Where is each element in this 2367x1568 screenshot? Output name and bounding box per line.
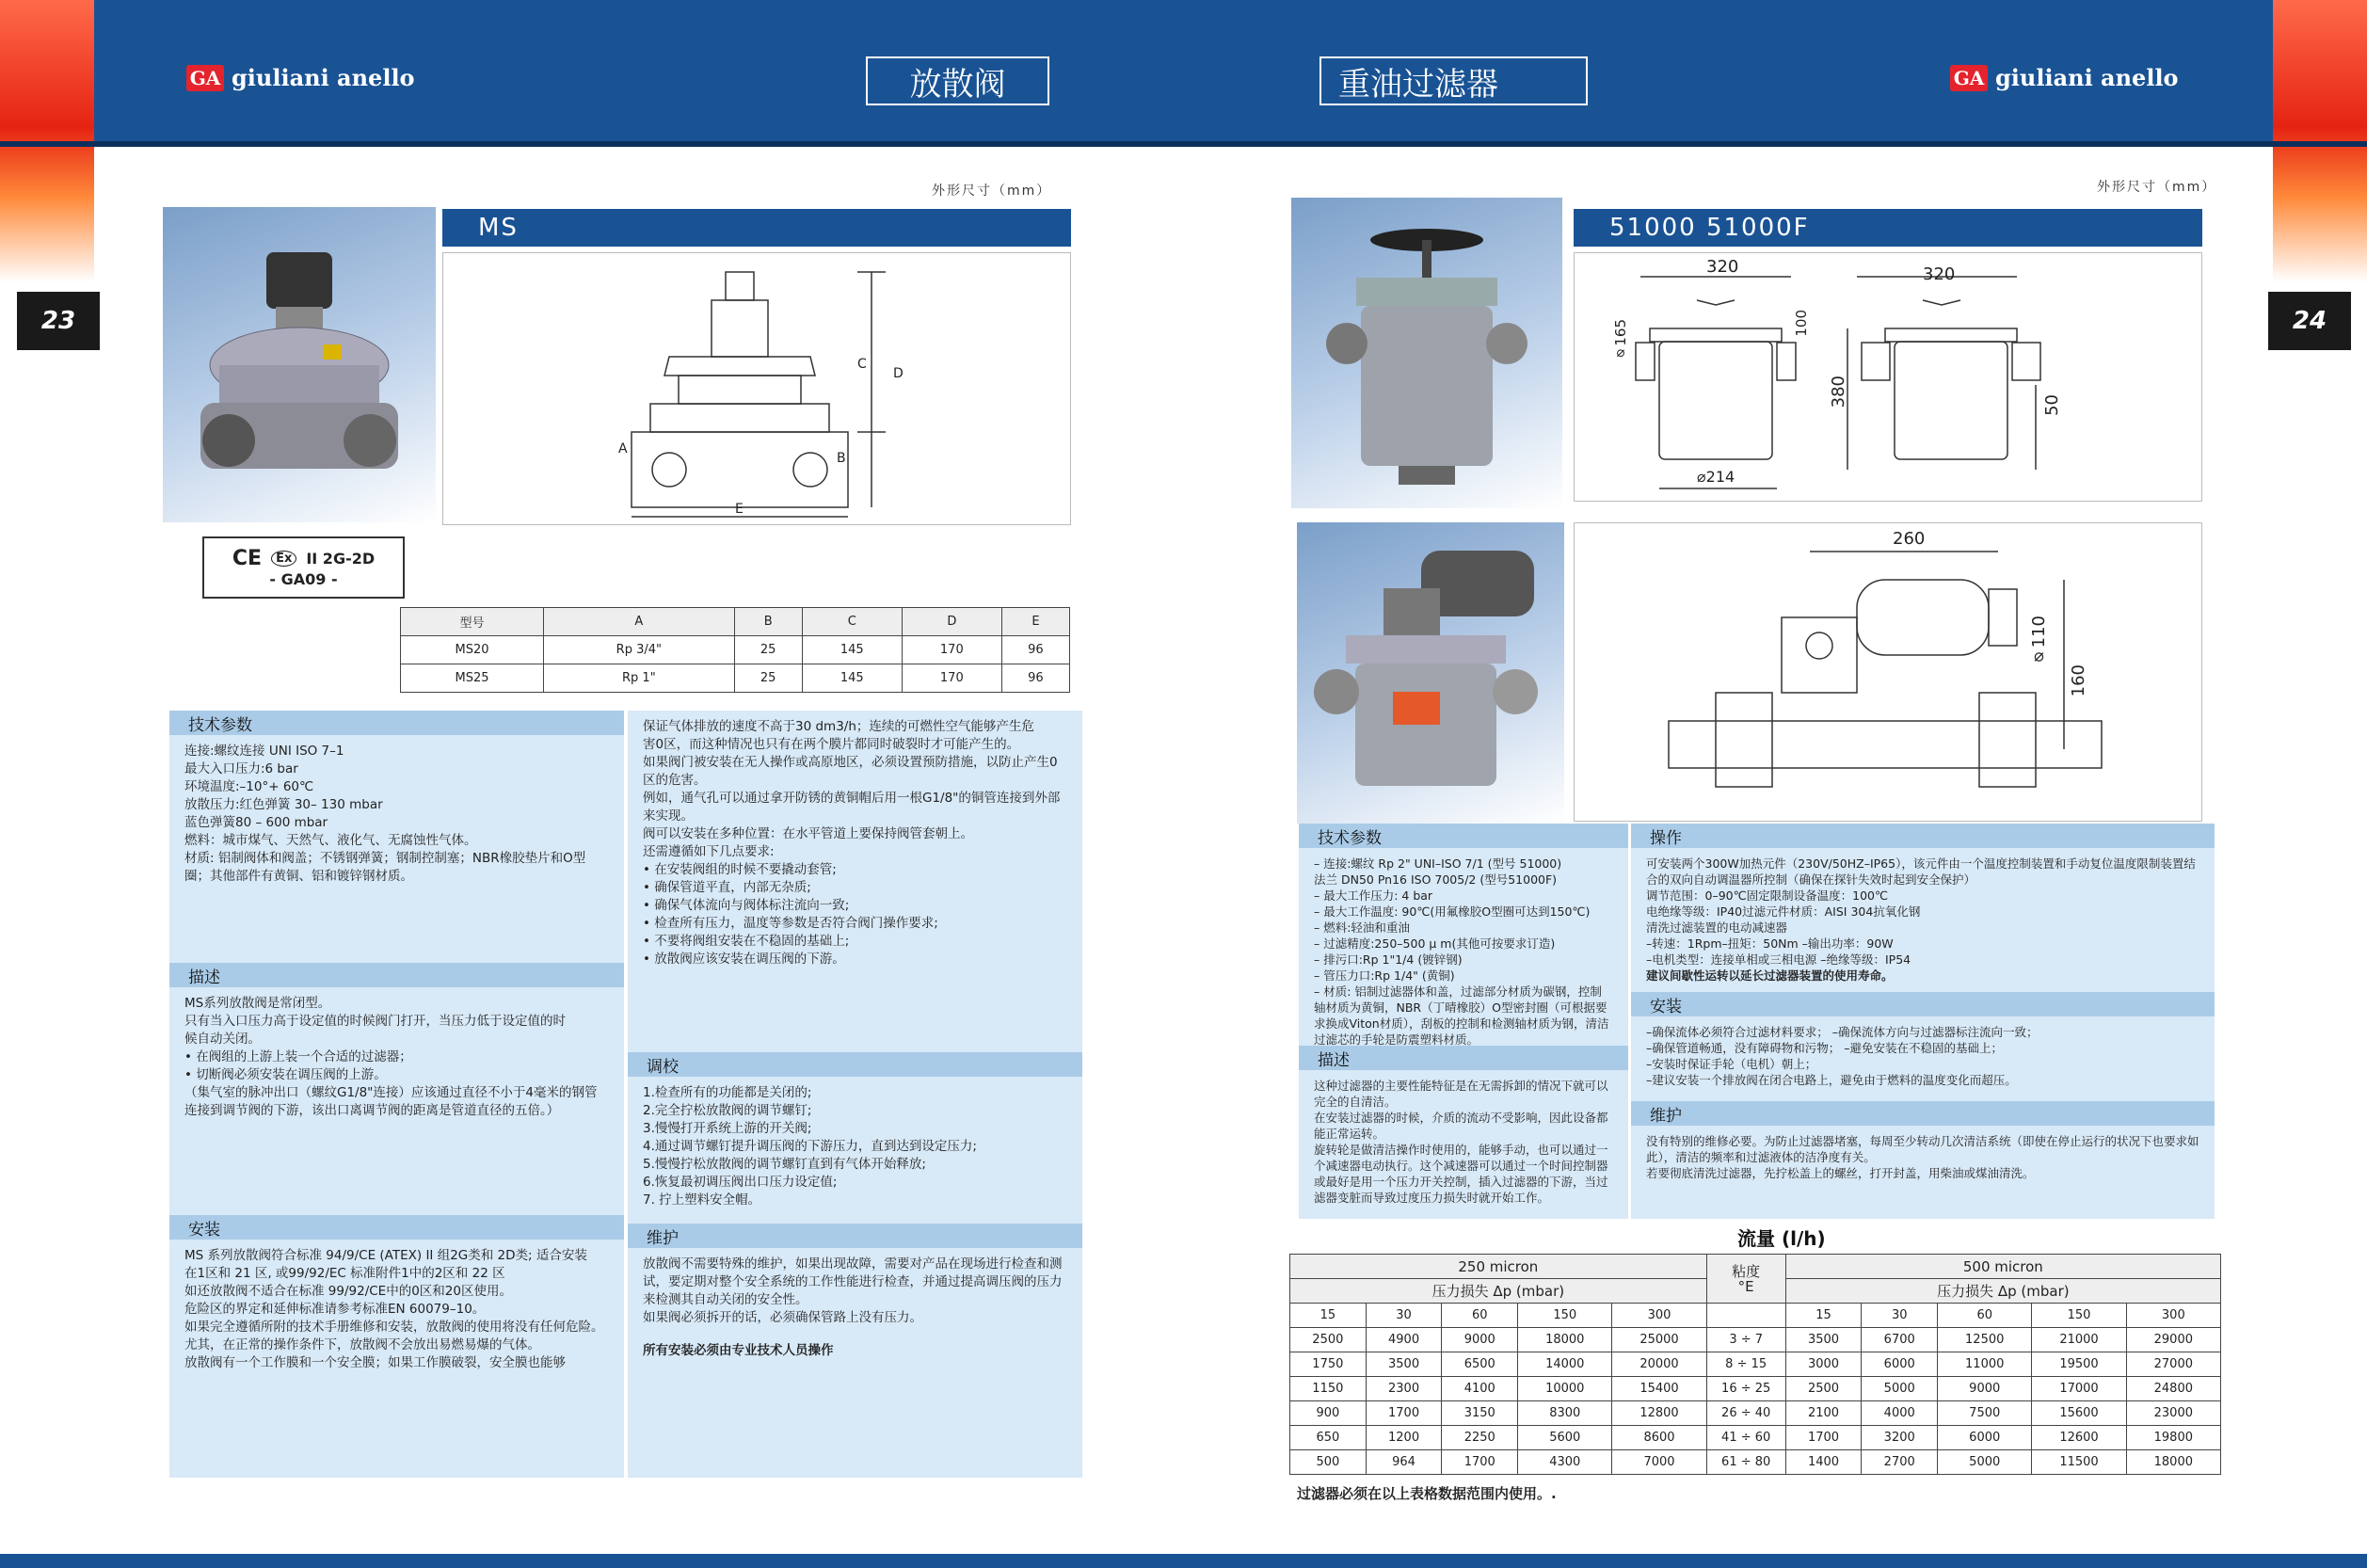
flow-dp-row	[1290, 1304, 2221, 1328]
flow-cell: 10000	[1518, 1377, 1612, 1401]
flow-dp-cell: 60	[1442, 1304, 1518, 1328]
flow-dp-cell: 150	[1518, 1304, 1612, 1328]
section-heading-desc: 描述	[169, 963, 624, 987]
table-cell: 25	[734, 664, 802, 693]
flow-cell: 25000	[1612, 1328, 1706, 1352]
table-cell: MS20	[401, 636, 544, 664]
flow-visc-cell: 8 ÷ 15	[1706, 1352, 1785, 1377]
flow-cell: 2250	[1442, 1426, 1518, 1450]
table-cell: 96	[1001, 636, 1069, 664]
table-row	[1290, 1328, 2221, 1352]
flow-visc-spacer	[1706, 1304, 1785, 1328]
section-heading-install-r: 安装	[1631, 992, 2215, 1016]
flow-cell: 1150	[1290, 1377, 1367, 1401]
flow-group-250: 250 micron	[1290, 1255, 1707, 1279]
logo-left	[186, 64, 415, 91]
right-col2-sections	[1631, 824, 2215, 1219]
flow-cell: 9000	[1442, 1328, 1518, 1352]
top-banner-line	[0, 141, 2367, 147]
cert-category: II 2G-2D	[306, 550, 376, 568]
product-photo-ms	[163, 207, 436, 522]
flow-cell: 29000	[2126, 1328, 2220, 1352]
flow-dp-cell: 60	[1938, 1304, 2032, 1328]
section-heading-tech: 技术参数	[169, 711, 624, 735]
flow-dp-cell: 300	[1612, 1304, 1706, 1328]
flow-cell: 1700	[1785, 1426, 1862, 1450]
dim-110: ⌀110	[2029, 616, 2049, 668]
dim-380: 380	[1829, 376, 1848, 408]
flow-table-note: 过滤器必须在以上表格数据范围内使用。.	[1297, 1485, 1557, 1502]
dim-50: 50	[2042, 394, 2062, 416]
flow-visc-cell: 3 ÷ 7	[1706, 1328, 1785, 1352]
table-header-row	[401, 608, 1070, 636]
flow-dp-cell: 15	[1785, 1304, 1862, 1328]
logo-mark-icon: GA	[1950, 65, 1988, 91]
drawing-51000-icon	[1575, 253, 2201, 501]
flow-cell: 12600	[2032, 1426, 2126, 1450]
dim-320-a: 320	[1706, 257, 1739, 277]
section-text-maint-r: 没有特别的维修必要。为防止过滤器堵塞，每周至少转动几次清洁系统（即使在停止运行的状况下也要求如此），清洁的频率和过滤液体的洁净度有关。 若要彻底清洗过滤器，先拧松盖上的螺丝，打开封盖，用柴油或煤油清洗。	[1646, 1134, 2199, 1180]
model-bar-51000: 51000 51000F	[1574, 209, 2202, 247]
flow-cell: 12800	[1612, 1401, 1706, 1426]
dim-e-label: E	[735, 502, 744, 517]
dimension-table-ms	[400, 607, 1070, 693]
middle-column-sections	[628, 711, 1082, 1478]
table-header-cell: A	[544, 608, 735, 636]
flow-dp-cell: 30	[1862, 1304, 1938, 1328]
flow-cell: 1400	[1785, 1450, 1862, 1475]
section-text-oper: 可安装两个300W加热元件（230V/50HZ–IP65），该元件由一个温度控制装置和手动复位温度限制装置结合的双向自动调温器所控制（确保在探针失效时起到安全保护） 调节范围：0–90℃固定限制设备温度：100℃ 电绝缘等级：IP40过滤元件材质：AISI 304抗氧化钢 清洗过滤装置的电动减速器 –转速：1Rpm–扭矩：50Nm –输出功率：90W –电机类型：连接单相或三相电源 –绝缘等级：IP54	[1646, 856, 2196, 967]
flow-cell: 17000	[2032, 1377, 2126, 1401]
section-note-oper: 建议间歇性运转以延长过滤器装置的使用寿命。	[1646, 968, 1894, 983]
flow-cell: 7000	[1612, 1450, 1706, 1475]
table-cell: 96	[1001, 664, 1069, 693]
flow-cell: 6500	[1442, 1352, 1518, 1377]
dim-165: ⌀165	[1612, 319, 1629, 363]
flow-cell: 23000	[2126, 1401, 2220, 1426]
flow-cell: 4300	[1518, 1450, 1612, 1475]
flow-dp-cell: 150	[2032, 1304, 2126, 1328]
logo-right	[1950, 64, 2179, 91]
dim-214: ⌀214	[1697, 468, 1735, 486]
flow-cell: 11500	[2032, 1450, 2126, 1475]
table-header-cell: D	[902, 608, 1001, 636]
flow-cell: 6000	[1862, 1352, 1938, 1377]
logo-text: giuliani anello	[1995, 64, 2179, 91]
section-text-install-r: –确保流体必须符合过滤材料要求； –确保流体方向与过滤器标注流向一致； –确保管道畅通，没有障碍物和污物； –避免安装在不稳固的基础上； –安装时保证手轮（电机）朝上； –建议安装一个排放阀在闭合电路上，避免由于燃料的温度变化而超压。	[1646, 1025, 2039, 1087]
flow-cell: 27000	[2126, 1352, 2220, 1377]
valve-photo-icon	[191, 224, 408, 506]
flow-cell: 4000	[1862, 1401, 1938, 1426]
flow-cell: 6700	[1862, 1328, 1938, 1352]
flow-cell: 4900	[1366, 1328, 1442, 1352]
logo-text: giuliani anello	[232, 64, 415, 91]
table-header-cell: C	[802, 608, 902, 636]
flow-cell: 4100	[1442, 1377, 1518, 1401]
section-heading-desc-r: 描述	[1299, 1046, 1628, 1070]
flow-cell: 900	[1290, 1401, 1367, 1426]
technical-drawing-motorized	[1574, 522, 2202, 822]
section-text-desc: MS系列放散阀是常闭型。 只有当入口压力高于设定值的时候阀门打开，当压力低于设定值的时 候自动关闭。 • 在阀组的上游上装一个合适的过滤器； • 切断阀必须安装在调压阀的上游。 （集气室的脉冲出口（螺纹G1/8"连接）应该通过直径不小于4毫米的钢管连接到调节阀的下游，该出口离调节阀的距离是管道直径的五倍。）	[184, 996, 598, 1118]
dim-160: 160	[2069, 664, 2088, 697]
section-text-tech: 连接:螺纹连接 UNI ISO 7–1 最大入口压力:6 bar 环境温度:–10°+ 60℃ 放散压力:红色弹簧 30– 130 mbar 蓝色弹簧80 – 600 mbar 燃料：城市煤气、天然气、液化气、无腐蚀性气体。 材质: 铝制阀体和阀盖；不锈钢弹簧；钢制控制塞；NBR橡胶垫片和O型圈；其他部件有黄铜、铝和镀锌钢材质。	[184, 744, 586, 884]
table-header-cell: B	[734, 608, 802, 636]
table-row	[401, 636, 1070, 664]
product-photo-51000	[1291, 198, 1562, 508]
flow-table	[1289, 1254, 2221, 1475]
flow-cell: 15400	[1612, 1377, 1706, 1401]
flow-cell: 19500	[2032, 1352, 2126, 1377]
flow-cell: 3000	[1785, 1352, 1862, 1377]
left-column-sections	[169, 711, 624, 1478]
drawing-ms-icon	[443, 253, 1070, 524]
section-heading-tech-r: 技术参数	[1299, 824, 1628, 848]
flow-cell: 9000	[1938, 1377, 2032, 1401]
dim-260: 260	[1893, 529, 1926, 549]
flow-cell: 3150	[1442, 1401, 1518, 1426]
flow-cell: 1700	[1442, 1450, 1518, 1475]
table-row	[401, 664, 1070, 693]
flow-dp-cell: 30	[1366, 1304, 1442, 1328]
motorized-filter-icon	[1308, 532, 1553, 814]
page-title-right: 重油过滤器	[1319, 56, 1588, 105]
dim-100: 100	[1793, 310, 1810, 337]
flow-group-500: 500 micron	[1785, 1255, 2220, 1279]
section-text-tech-r: – 连接:螺纹 Rp 2" UNI–ISO 7/1 (型号 51000) 法兰 DN50 Pn16 ISO 7005/2 (型号51000F) – 最大工作压力: 4 bar – 最大工作温度: 90℃(用氟橡胶O型圈可达到150℃) – 燃料:轻油和重油 – 过滤精度:250–500 μ m(其他可按要求订造) – 排污口:Rp 1"1/4 (镀锌钢) – 管压力口:Rp 1/4" (黄铜) – 材质: 铝制过滤器体和盖，过滤部分材质为碳钢，控制轴材质为黄铜，NBR（丁晴橡胶）O型密封圈（可根据要求换成Viton材质），刮板的控制和检测轴材质为钢，清洁过滤芯的手轮是防震塑料材质。	[1314, 856, 1609, 1047]
section-note-maint: 所有安装必须由专业技术人员操作	[643, 1343, 834, 1358]
section-text-desc-r: 这种过滤器的主要性能特征是在无需拆卸的情况下就可以完全的自清洁。 在安装过滤器的时候，介质的流动不受影响，因此设备都能正常运转。 旋转轮是做清洁操作时使用的，能够手动，也可以通过一个减速器电动执行。这个减速器可以通过一个时间控制器或最好是用一个压力开关控制，插入过滤器的下游，当过滤器变脏而导致过度压力损失时就开始工作。	[1314, 1079, 1608, 1205]
flow-pressure-label-right: 压力损失 Δp (mbar)	[1785, 1279, 2220, 1304]
dimension-note: 外形尺寸（mm）	[932, 184, 1052, 199]
flow-cell: 2300	[1366, 1377, 1442, 1401]
certification-box	[202, 536, 405, 599]
flow-cell: 7500	[1938, 1401, 2032, 1426]
section-text-maint: 放散阀不需要特殊的维护，如果出现故障，需要对产品在现场进行检查和测试，要定期对整个安全系统的工作性能进行检查，并通过提高调压阀的压力来检测其自动关闭的安全性。 如果阀必须拆开的话，必须确保管路上没有压力。	[643, 1256, 1063, 1325]
flow-cell: 21000	[2032, 1328, 2126, 1352]
table-row	[1290, 1426, 2221, 1450]
table-cell: 145	[802, 664, 902, 693]
dim-320-b: 320	[1923, 264, 1956, 284]
flow-cell: 500	[1290, 1450, 1367, 1475]
cert-code: - GA09 -	[269, 570, 338, 588]
flow-cell: 3200	[1862, 1426, 1938, 1450]
dimension-note-right: 外形尺寸（mm）	[2097, 180, 2217, 195]
section-text-install: MS 系列放散阀符合标准 94/9/CE (ATEX) II 组2G类和 2D类; 适合安装 在1区和 21 区, 或99/92/EC 标准附件1中的2区和 22 区 如还放散阀不适合在标准 99/92/CE中的0区和20区使用。 危险区的界定和延伸标准请参考标准EN 60079–10。 如果完全遵循所附的技术手册维修和安装，放散阀的使用将没有任何危险。 尤其，在正常的操作条件下，放散阀不会放出易燃易爆的气体。 放散阀有一个工作膜和一个安全膜；如果工作膜破裂，安全膜也能够	[184, 1248, 604, 1370]
technical-drawing-51000	[1574, 252, 2202, 502]
flow-cell: 18000	[2126, 1450, 2220, 1475]
flow-cell: 20000	[1612, 1352, 1706, 1377]
logo-mark-icon: GA	[186, 65, 224, 91]
flow-table-title: 流量 (l/h)	[1737, 1227, 1826, 1250]
flow-visc-cell: 26 ÷ 40	[1706, 1401, 1785, 1426]
section-text-mid: 保证气体排放的速度不高于30 dm3/h；连续的可燃性空气能够产生危 害0区，而这种情况也只有在两个膜片都同时破裂时才可能产生的。 如果阀门被安装在无人操作或高原地区，必须设置预防措施，以防止产生0区的危害。 例如，通气孔可以通过拿开防锈的黄铜帽后用一根G1/8"的铜管连接到外部来实现。 阀可以安装在多种位置：在水平管道上要保持阀管套朝上。 还需遵循如下几点要求: • 在安装阀组的时候不要撬动套管; • 确保管道平直，内部无杂质; • 确保气体流向与阀体标注流向一致; • 检查所有压力，温度等参数是否符合阀门操作要求; • 不要将阀组安装在不稳固的基础上; • 放散阀应该安装在调压阀的下游。	[643, 719, 1061, 967]
flow-cell: 2100	[1785, 1401, 1862, 1426]
table-cell: 170	[902, 636, 1001, 664]
flow-cell: 8600	[1612, 1426, 1706, 1450]
section-heading-maint-r: 维护	[1631, 1101, 2215, 1126]
filter-photo-icon	[1319, 212, 1535, 494]
section-heading-oper: 操作	[1631, 824, 2215, 848]
flow-dp-cell: 300	[2126, 1304, 2220, 1328]
table-row	[1290, 1450, 2221, 1475]
flow-cell: 2700	[1862, 1450, 1938, 1475]
flow-visc-cell: 61 ÷ 80	[1706, 1450, 1785, 1475]
flow-pressure-label-left: 压力损失 Δp (mbar)	[1290, 1279, 1707, 1304]
flow-cell: 1700	[1366, 1401, 1442, 1426]
flow-cell: 19800	[2126, 1426, 2220, 1450]
table-row	[1290, 1401, 2221, 1426]
flow-cell: 11000	[1938, 1352, 2032, 1377]
flow-cell: 5000	[1862, 1377, 1938, 1401]
technical-drawing-ms	[442, 252, 1071, 525]
page-number-right: 24	[2268, 292, 2351, 350]
flow-visc-cell: 16 ÷ 25	[1706, 1377, 1785, 1401]
table-row	[1290, 1352, 2221, 1377]
flow-visc-cell: 41 ÷ 60	[1706, 1426, 1785, 1450]
table-cell: Rp 1"	[544, 664, 735, 693]
table-cell: Rp 3/4"	[544, 636, 735, 664]
section-heading-adjust: 调校	[628, 1052, 1082, 1077]
flow-cell: 15600	[2032, 1401, 2126, 1426]
section-heading-maint: 维护	[628, 1224, 1082, 1248]
flow-dp-cell: 15	[1290, 1304, 1367, 1328]
table-header-cell: E	[1001, 608, 1069, 636]
table-header-cell: 型号	[401, 608, 544, 636]
dim-b-label: B	[837, 451, 846, 466]
table-cell: 145	[802, 636, 902, 664]
flow-cell: 5600	[1518, 1426, 1612, 1450]
flow-cell: 12500	[1938, 1328, 2032, 1352]
table-cell: 170	[902, 664, 1001, 693]
flow-cell: 1750	[1290, 1352, 1367, 1377]
drawing-motorized-icon	[1575, 523, 2201, 821]
page-title-left: 放散阀	[866, 56, 1049, 105]
ce-mark-icon: CE	[232, 547, 263, 570]
flow-cell: 650	[1290, 1426, 1367, 1450]
flow-cell: 3500	[1366, 1352, 1442, 1377]
page-number-left: 23	[17, 292, 100, 350]
bottom-banner	[0, 1554, 2367, 1568]
section-text-adjust: 1.检查所有的功能都是关闭的; 2.完全拧松放散阀的调节螺钉; 3.慢慢打开系统上游的开关阀; 4.通过调节螺钉提升调压阀的下游压力，直到达到设定压力; 5.慢慢拧松放散阀的调节螺钉直到有气体开始释放; 6.恢复最初调压阀出口压力设定值; 7. 拧上塑料安全帽。	[643, 1085, 977, 1208]
right-col1-sections	[1299, 824, 1628, 1219]
section-heading-install: 安装	[169, 1215, 624, 1240]
flow-cell: 1200	[1366, 1426, 1442, 1450]
flow-cell: 18000	[1518, 1328, 1612, 1352]
table-cell: MS25	[401, 664, 544, 693]
dim-c-label: C	[857, 357, 867, 372]
flow-cell: 8300	[1518, 1401, 1612, 1426]
flow-cell: 2500	[1290, 1328, 1367, 1352]
dim-a-label: A	[618, 441, 628, 456]
model-bar-ms: MS	[442, 209, 1071, 247]
flow-cell: 3500	[1785, 1328, 1862, 1352]
flow-cell: 14000	[1518, 1352, 1612, 1377]
flow-cell: 6000	[1938, 1426, 2032, 1450]
ex-mark-icon: Ex	[271, 551, 296, 567]
flow-cell: 2500	[1785, 1377, 1862, 1401]
dim-d-label: D	[893, 366, 904, 381]
product-photo-motorized	[1297, 522, 1564, 824]
flow-cell: 24800	[2126, 1377, 2220, 1401]
flow-cell: 5000	[1938, 1450, 2032, 1475]
table-row	[1290, 1377, 2221, 1401]
flow-cell: 964	[1366, 1450, 1442, 1475]
table-cell: 25	[734, 636, 802, 664]
flow-viscosity-header: 粘度 °E	[1706, 1255, 1785, 1304]
